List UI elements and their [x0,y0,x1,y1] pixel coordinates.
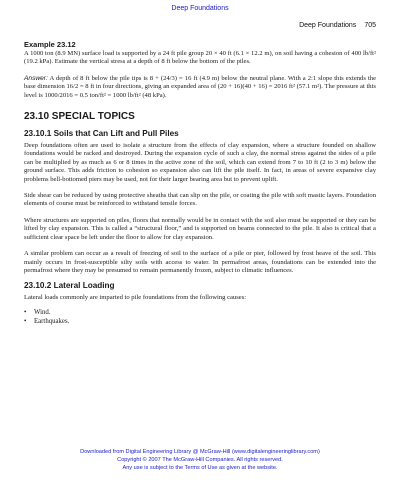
example-title: Example 23.12 [24,40,76,49]
footer [0,448,400,473]
subsection-1-title: 23.10.1 Soils that Can Lift and Pull Piles [24,129,179,139]
paragraph: Lateral loads commonly are imparted to pile foundations from the following causes: [24,294,247,302]
footer-terms[interactable]: Any use is subject to the Terms of Use as given at the website. [122,465,278,472]
answer-text: A depth of 8 ft below the pile tips is 8 + (24/3) = 16 ft (4.9 m) below the neutral plane. With a 2:1 slope this extends the base dimension 16/2 = 8 ft in four directions, giving an expanded area of (20 + 16)(40 + 16) = 2016 ft² (57.1 m²). The pressure at this level is 1000/2016 = 0.5 ton/ft² = 1000 lb/ft² (48 kPa). [24,74,376,99]
running-head [299,22,376,29]
answer-label: Answer: [24,74,48,82]
list-item [24,317,376,327]
footer-copyright[interactable]: Copyright © 2007 The McGraw-Hill Companies. All rights reserved. [117,457,283,464]
subsection-2-title: 23.10.2 Lateral Loading [24,281,115,291]
bullet-icon: • [24,318,27,326]
page-number: 705 [364,22,376,29]
spacer [24,209,376,217]
paragraph: Side shear can be reduced by using protective sheaths that can slip on the pile, or coating the pile with soft mastic layers. Foundation elements of course must be reinforced to withstand tensile forces. [24,192,376,208]
section-title: 23.10 SPECIAL TOPICS [24,111,135,123]
list-item [24,308,376,318]
spacer [24,242,376,250]
bullet-icon: • [24,308,27,316]
page-content [24,40,376,327]
bullet-list [24,308,376,327]
paragraph: Where structures are supported on piles, floors that normally would be in contact with the soil also must be supported or they can be lifted by clay expansion. This is called a “structural floor,” and is supported on beams connected to the pile. It also is critical that a sufficient clear space be left under the floor to allow for clay expansion. [24,216,376,241]
list-item-text: Wind. [34,308,51,316]
spacer [24,184,376,192]
example-answer [24,75,376,100]
paragraph: Deep foundations often are used to isolate a structure from the effects of clay expansion, where a structure founded on shallow foundations would be racked and destroyed. During the expansion cycle of such a clay, the normal stress against the sides of a pile can be multiplied by as much as 6 or 8 times in the active zone of the soil, which can extend from 7 to 10 ft (2 to 3 m) below the ground surface. This adds friction to cohesion so expansion also can lift the pile itself. In fact, in areas of severe expansive clay problems bell-bottomed piers may be used, not for their larger bearing area but to prevent uplift. [24,142,376,183]
list-item-text: Earthquakes. [34,318,70,326]
running-head-title: Deep Foundations [299,22,357,29]
top-link[interactable]: Deep Foundations [171,5,229,12]
footer-download-link[interactable]: Downloaded from Digital Engineering Library @ McGraw-Hill (www.digitalengineeringlibrary.com) [80,449,320,455]
spacer [24,67,376,75]
example-problem: A 1000 ton (8.9 MN) surface load is supported by a 24 ft pile group 20 × 40 ft (6.1 × 12.2 m), on soil having a cohesion of 400 lb/ft² (19.2 kPa). Estimate the vertical stress at a depth of 8 ft below the bottom of the piles. [24,50,376,66]
paragraph: A similar problem can occur as a result of freezing of soil to the surface of a pile or pier, followed by frost heave of the soil. This mainly occurs in frost-susceptible silty soils with access to water. In permafrost areas, foundations can be extended into the permafrost where they may be presumed to remain permanently frozen, subject to climatic influences. [24,250,376,274]
